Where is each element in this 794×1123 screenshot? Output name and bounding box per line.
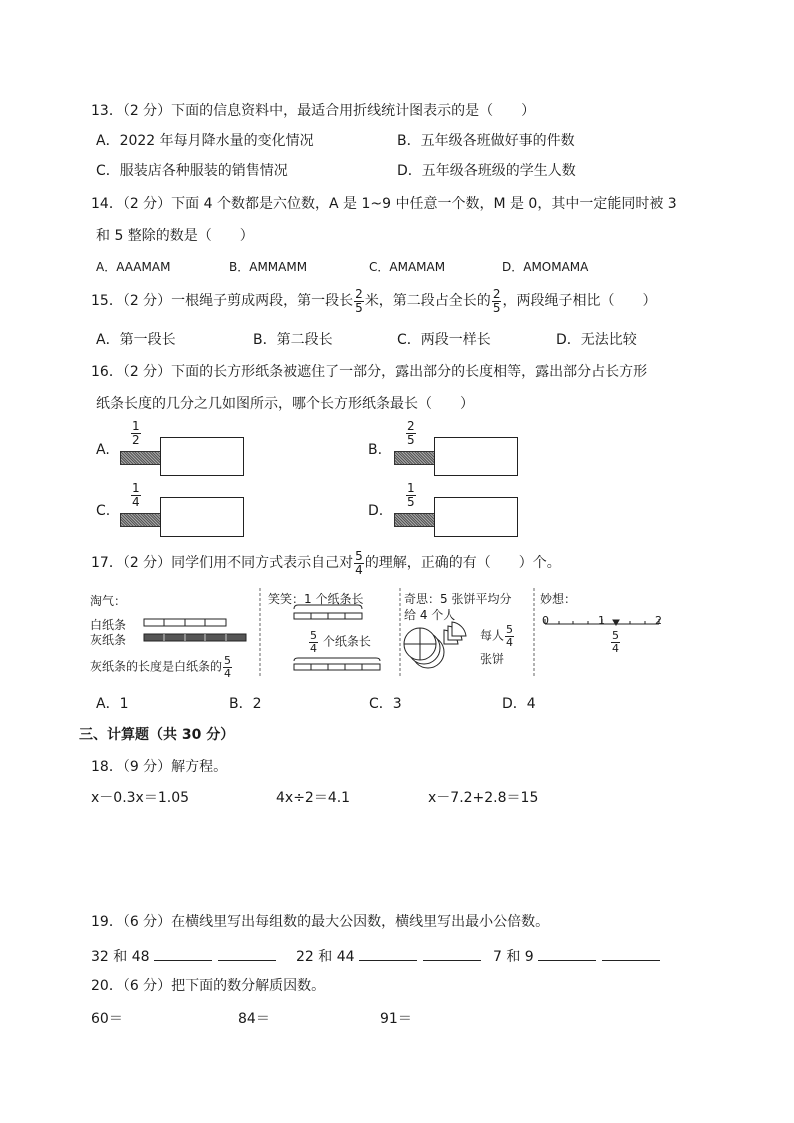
q16-option-d-covered-part — [394, 513, 436, 527]
xiaoxiao-fraction-numerator: 5 — [310, 629, 317, 642]
xiaoxiao-top-label: 1 个纸条长 — [304, 592, 364, 606]
q16-option-a-label: A. — [96, 442, 110, 458]
q16-option-b-denominator: 5 — [407, 432, 415, 447]
q15-option-a: A．第一段长 — [96, 332, 176, 348]
q20-stem: 20．（6 分）把下面的数分解质因数。 — [91, 978, 326, 994]
qisi-name: 奇思： — [404, 592, 441, 606]
number-line-fraction — [610, 630, 621, 654]
qisi-caption — [404, 590, 511, 607]
q17-fraction-denominator: 4 — [355, 562, 363, 577]
q17-option-b: B．2 — [229, 696, 262, 712]
q13-option-d: D．五年级各班级的学生人数 — [397, 163, 576, 179]
q14-option-a: A．AAAMAM — [96, 260, 171, 274]
q16-option-a-denominator: 2 — [132, 432, 140, 447]
q20-expression-1: 60＝ — [91, 1011, 123, 1027]
q16-option-c-label: C. — [96, 503, 111, 519]
q15-stem-part3: ，两段绳子相比（ ） — [502, 293, 657, 309]
q19-group-1-label: 32 和 48 — [91, 949, 150, 965]
number-line-fraction-denominator: 4 — [612, 641, 619, 655]
q15-stem-part2: 米，第二段占全长的 — [364, 293, 491, 309]
q16-option-b-strip — [434, 437, 518, 476]
q18-equation-1: x－0.3x＝1.05 — [91, 790, 190, 806]
q15-option-b: B．第二段长 — [253, 332, 333, 348]
number-line-tick-1: 1 — [598, 614, 605, 627]
q17-option-d: D．4 — [502, 696, 536, 712]
q13-option-c: C．服装店各种服装的销售情况 — [96, 163, 288, 179]
qisi-text-line2: 给 4 个人 — [404, 608, 456, 622]
q16-option-b-covered-part — [394, 451, 436, 465]
q16-option-a-fraction — [130, 420, 142, 446]
qisi-each — [480, 624, 515, 648]
q15-fraction-1-denominator: 5 — [355, 300, 363, 315]
q15-fraction-1-numerator: 2 — [355, 286, 363, 301]
q17-stem — [91, 548, 561, 578]
q16-option-d-strip — [434, 497, 518, 537]
grey-strip-label: 灰纸条 — [90, 633, 127, 647]
q16-option-d-numerator: 1 — [407, 481, 415, 495]
q20-expression-2: 84＝ — [238, 1011, 270, 1027]
gcf-blank-1[interactable] — [154, 948, 212, 961]
taoqi-fraction-numerator: 5 — [224, 654, 232, 667]
qisi-unit: 张饼 — [480, 652, 505, 666]
xiaoxiao-caption — [268, 590, 363, 607]
taoqi-caption-text: 灰纸条的长度是白纸条的 — [90, 659, 223, 674]
q17-stem-part2: 的理解，正确的有（ ）个。 — [364, 555, 561, 571]
q16-stem-line2: 纸条长度的几分之几如图所示，哪个长方形纸条最长（ ） — [96, 396, 474, 412]
q18-equation-3: x－7.2+2.8＝15 — [428, 790, 539, 806]
q16-option-c-numerator: 1 — [132, 481, 140, 495]
xiaoxiao-strip-1 — [294, 605, 362, 619]
lcm-blank-2[interactable] — [423, 948, 481, 961]
q13-stem: 13．（2 分）下面的信息资料中，最适合用折线统计图表示的是（ ） — [91, 103, 536, 119]
q16-option-b-label: B. — [368, 442, 383, 458]
q19-group-2 — [296, 948, 487, 964]
q14-stem-line1: 14．（2 分）下面 4 个数都是六位数，A 是 1~9 中任意一个数，M 是 0，其中一定能同时被 3 — [91, 196, 677, 212]
xiaoxiao-fraction-denominator: 4 — [310, 641, 317, 655]
q17-fraction — [354, 550, 364, 576]
q15-fraction-2-denominator: 5 — [492, 300, 501, 315]
q19-group-2-label: 22 和 44 — [296, 949, 355, 965]
number-line-fraction-numerator: 5 — [612, 629, 619, 642]
q20-expression-3: 91＝ — [380, 1011, 412, 1027]
gcf-blank-3[interactable] — [538, 948, 596, 961]
q17-option-c: C．3 — [369, 696, 402, 712]
q14-option-b: B．AMMAMM — [229, 260, 308, 274]
q14-option-c: C．AMAMAM — [369, 260, 446, 274]
q16-option-a-strip — [160, 437, 244, 476]
number-line-tick-0: 0 — [542, 614, 549, 627]
q17-figure — [88, 586, 662, 680]
qisi-each-label: 每人 — [480, 628, 505, 643]
lcm-blank-3[interactable] — [602, 948, 660, 961]
lcm-blank-1[interactable] — [218, 948, 276, 961]
xiaoxiao-bottom-caption — [308, 630, 371, 654]
q16-option-d-label: D. — [368, 503, 384, 519]
taoqi-fraction-denominator: 4 — [224, 666, 232, 680]
grey-strip — [144, 634, 246, 641]
white-strip-label: 白纸条 — [90, 618, 127, 632]
q16-option-c-covered-part — [120, 513, 162, 527]
q16-stem-line1: 16．（2 分）下面的长方形纸条被遮住了一部分，露出部分的长度相等，露出部分占长方形 — [91, 364, 648, 380]
qisi-text-line1: 5 张饼平均分 — [440, 592, 512, 606]
q16-option-d-denominator: 5 — [407, 494, 415, 509]
qisi-fraction-denominator: 4 — [506, 635, 514, 649]
q15-fraction-2-numerator: 2 — [492, 286, 501, 301]
miaoxiang-name: 妙想： — [540, 592, 577, 606]
q18-stem: 18．（9 分）解方程。 — [91, 759, 228, 775]
q13-option-a: A．2022 年每月降水量的变化情况 — [96, 133, 314, 149]
q16-option-c-denominator: 4 — [132, 494, 140, 509]
number-line-tick-2: 2 — [655, 614, 662, 627]
q15-stem — [91, 286, 656, 316]
q15-option-d: D．无法比较 — [556, 332, 637, 348]
q13-option-b: B．五年级各班做好事的件数 — [397, 133, 575, 149]
xiaoxiao-strip-2 — [294, 658, 380, 670]
q17-option-a: A．1 — [96, 696, 129, 712]
q16-option-b-numerator: 2 — [407, 419, 415, 433]
q16-option-c-strip — [160, 497, 244, 537]
gcf-blank-2[interactable] — [359, 948, 417, 961]
qisi-fraction-numerator: 5 — [506, 623, 514, 636]
q17-stem-part1: 17．（2 分）同学们用不同方式表示自己对 — [91, 555, 354, 571]
q14-stem-line2: 和 5 整除的数是（ ） — [96, 228, 254, 244]
q15-fraction-1 — [354, 288, 364, 314]
taoqi-caption — [90, 655, 233, 679]
q16-option-a-covered-part — [120, 451, 162, 465]
white-strip — [144, 619, 226, 626]
q16-option-c-fraction — [130, 482, 142, 508]
q16-option-a-numerator: 1 — [132, 419, 140, 433]
section-title: 三、计算题（共 30 分） — [79, 727, 235, 743]
q15-stem-part1: 15．（2 分）一根绳子剪成两段，第一段长 — [91, 293, 354, 309]
q16-option-d-fraction — [405, 482, 417, 508]
xiaoxiao-bottom-label: 个纸条长 — [322, 634, 371, 649]
q19-group-3-label: 7 和 9 — [493, 949, 534, 965]
q19-stem: 19．（6 分）在横线里写出每组数的最大公因数，横线里写出最小公倍数。 — [91, 914, 550, 930]
q15-fraction-2 — [492, 288, 502, 314]
q16-option-b-fraction — [405, 420, 417, 446]
q19-group-3 — [493, 948, 666, 964]
q15-option-c: C．两段一样长 — [397, 332, 491, 348]
pie-stack — [404, 622, 466, 668]
xiaoxiao-name: 笑笑： — [268, 592, 305, 606]
taoqi-name: 淘气： — [90, 594, 127, 608]
q14-option-d: D．AMOMAMA — [502, 260, 589, 274]
q19-group-1 — [91, 948, 282, 964]
q18-equation-2: 4x÷2＝4.1 — [276, 790, 351, 806]
q17-fraction-numerator: 5 — [355, 548, 363, 563]
